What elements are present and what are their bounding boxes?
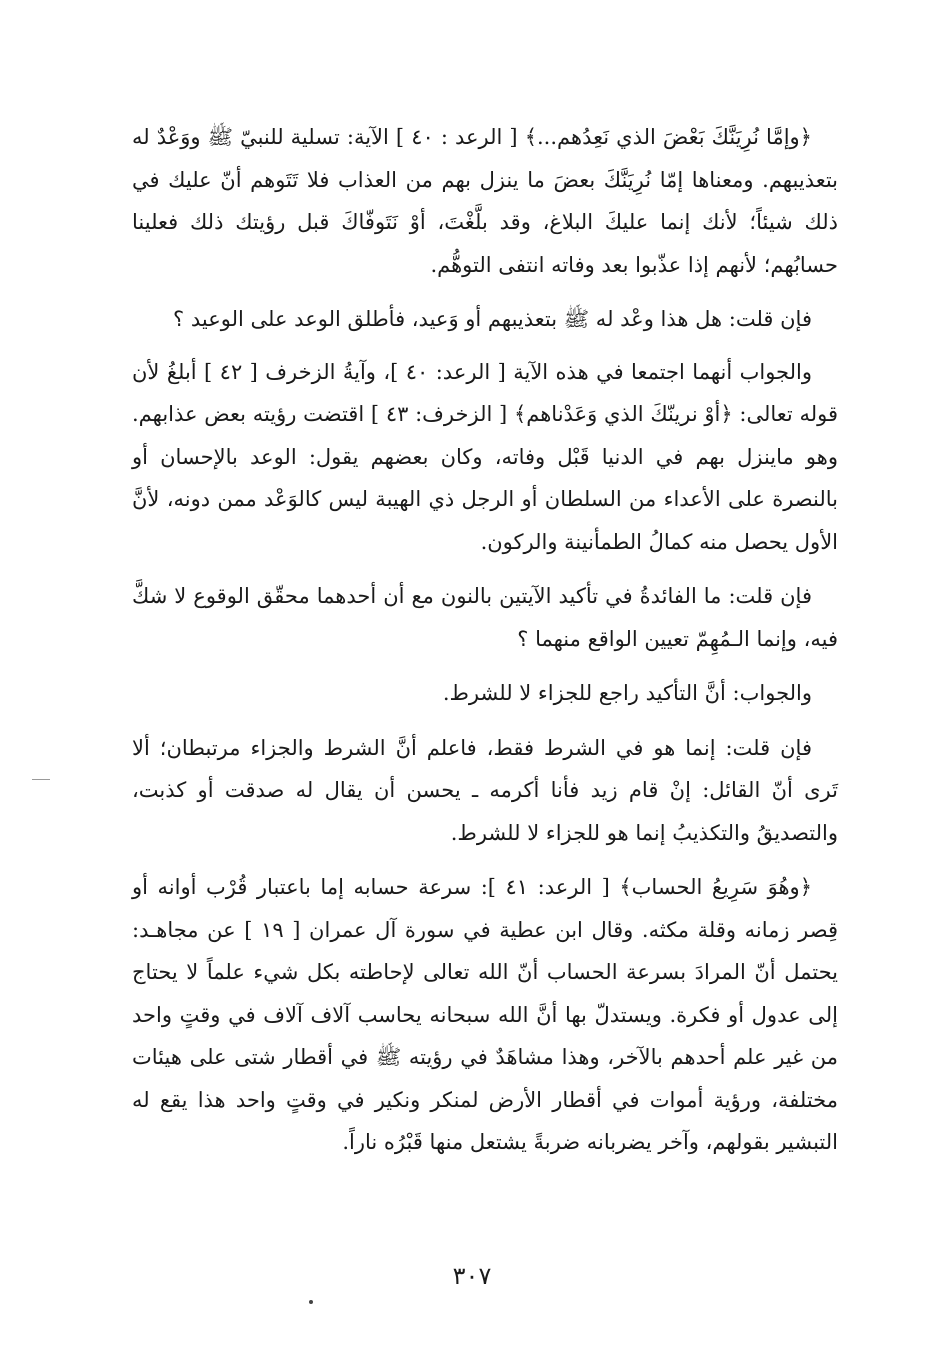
margin-mark: [32, 779, 50, 780]
paragraph-4: فإن قلت: ما الفائدةُ في تأكيد الآيتين بالنون مع أن أحدهما محقّق الوقوع لا شكَّ فيه، وإنما الـمُهِمّ تعيين الواقع منهما ؟: [132, 584, 838, 651]
paragraph-5: والجواب: أنَّ التأكيد راجع للجزاء لا للشرط.: [442, 681, 812, 705]
bottom-dot: [309, 1300, 313, 1304]
paragraph-1: ﴿وإمَّا نُرِيَنَّكَ بَعْضَ الذي نَعِدُهم...﴾ [ الرعد : ٤٠ ] الآية: تسلية للنبيّ ﷺ ووَعْدٌ له بتعذيبهم. ومعناها إمّا نُرِيَنَّكَ بعضَ ما ينزل بهم من العذاب فلا تَتَوهم أنّ عليك في ذلك شيئاً؛ لأنك إنما عليكَ البلاغ، وقد بلَّغْتَ، أوْ نَتَوفّاكَ قبل رؤيتك ذلك فعلينا حسابُهم؛ لأنهم إذا عذّبوا بعد وفاته انتفى التوهُّم.: [132, 125, 838, 277]
paragraph-2: فإن قلت: هل هذا وعْد له ﷺ بتعذيبهم أو وَعيد، فأطلق الوعد على الوعيد ؟: [173, 307, 812, 331]
paragraph-6: فإن قلت: إنما هو في الشرط فقط، فاعلم أنَّ الشرط والجزاء مرتبطان؛ ألا تَرى أنّ القائل: إنْ قام زيد فأنا أكرمه ـ يحسن أن يقال له صدقت أو كذبت، والتصديقُ والتكذيبُ إنما هو للجزاء لا للشرط.: [132, 735, 838, 845]
paragraph-3: والجواب أنهما اجتمعا في هذه الآية [ الرعد: ٤٠ ]، وآيةُ الزخرف [ ٤٢ ] أبلغُ لأن قوله تعالى: ﴿أوْ نرينّكَ الذي وَعَدْناهم﴾ [ الزخرف: ٤٣ ] اقتضت رؤيته بعض عذابهم. وهو ماينزل بهم في الدنيا قَبْل وفاته، وكان بعضهم يقول: الوعد بالإحسان أو بالنصرة على الأعداء من السلطان أو الرجل ذي الهيبة ليس كالوَعْد ممن دونه، لأنَّ الأول يحصل منه كمالُ الطمأنينة والركون.: [132, 359, 838, 554]
paragraph-7: ﴿وهُوَ سَرِيعُ الحساب﴾ [ الرعد: ٤١ ]: سرعة حسابه إما باعتبار قُرْب أوانه أو قِصر زمانه وقلة مكثه. وقال ابن عطية في سورة آل عمران [ ١٩ ] عن مجاهـد: يحتمل أنّ المرادَ بسرعة الحساب أنّ الله تعالى لإحاطته بكل شيء علماً لا يحتاج إلى عدول أو فكرة. ويستدلّ بها أنَّ الله سبحانه يحاسب آلاف آلاف في وقتٍ واحد من غير علم أحدهم بالآخر، وهذا مشاهَدٌ في رؤيته ﷺ في أقطار شتى على هيئات مختلفة، ورؤية أموات في أقطار الأرض لمنكر ونكير في وقتٍ واحد هذا يقع له التبشير بقولهم، وآخر يضربانه ضربةً يشتعل منها قَبْرُه ناراً.: [132, 875, 838, 1154]
page-number: ٣٠٧: [452, 1262, 492, 1290]
page-body: [132, 116, 838, 1176]
